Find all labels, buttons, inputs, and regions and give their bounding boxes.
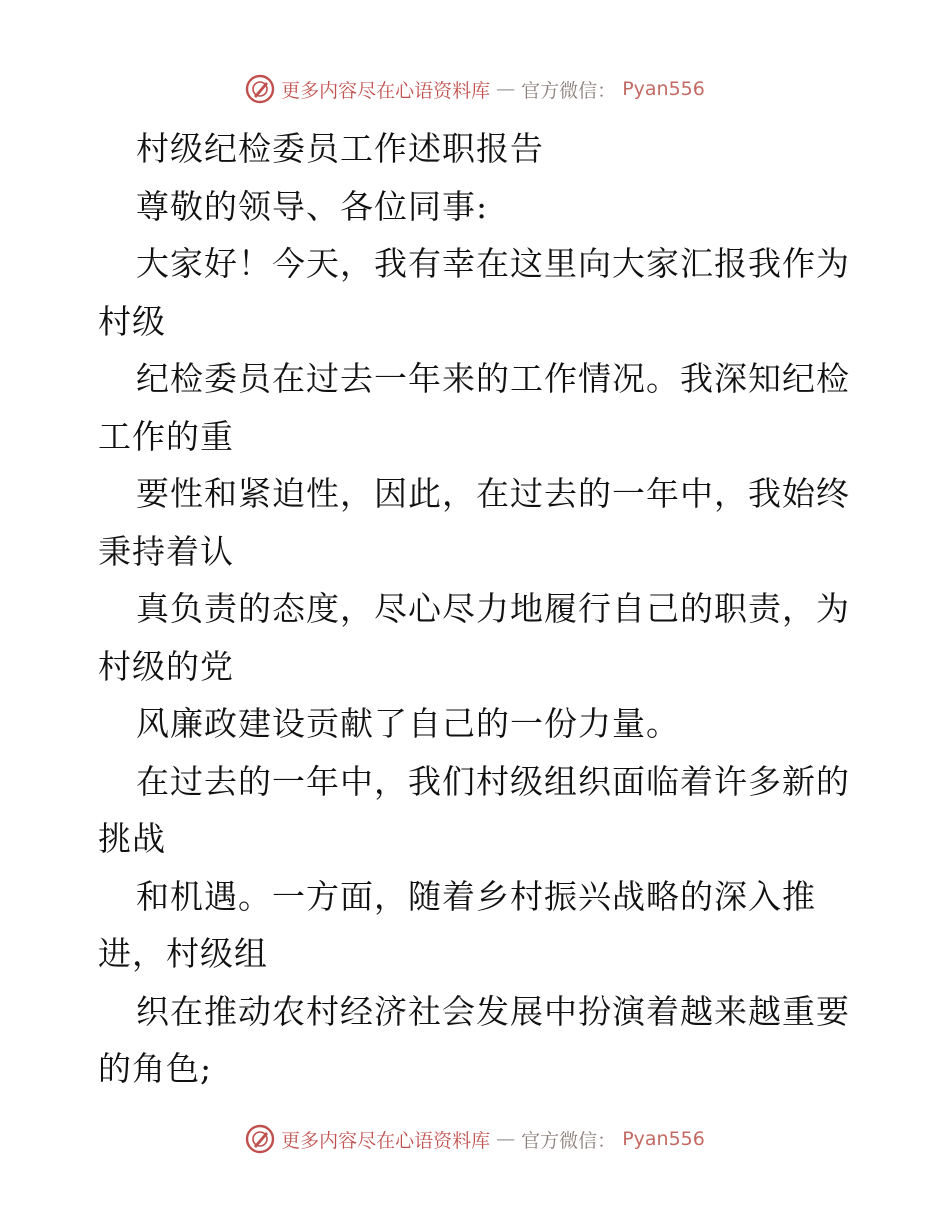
pen-logo-icon xyxy=(245,1124,275,1154)
text-line: 工作的重 xyxy=(98,416,234,456)
footer-watermark xyxy=(0,1124,950,1154)
text-line: 大家好！今天，我有幸在这里向大家汇报我作为 xyxy=(136,244,850,283)
text-line: 和机遇。一方面，随着乡村振兴战略的深入推 xyxy=(136,876,816,916)
watermark-brand: 更多内容尽在心语资料库 xyxy=(281,79,491,102)
watermark-wechat-label: 官方微信： xyxy=(521,1129,617,1152)
watermark-wechat-id: Pyan556 xyxy=(622,78,705,100)
text-line: 真负责的态度，尽心尽力地履行自己的职责，为 xyxy=(136,589,850,628)
header-watermark xyxy=(0,74,950,104)
document-title: 村级纪检委员工作述职报告 xyxy=(136,129,544,168)
pen-logo-icon xyxy=(245,74,275,104)
text-line: 的角色; xyxy=(98,1049,213,1088)
text-line: 织在推动农村经济社会发展中扮演着越来越重要 xyxy=(136,991,850,1031)
document-body xyxy=(98,120,868,1098)
text-line: 进，村级组 xyxy=(98,934,268,973)
text-line: 风廉政建设贡献了自己的一份力量。 xyxy=(136,704,680,743)
text-line: 纪检委员在过去一年来的工作情况。我深知纪检 xyxy=(136,359,850,398)
text-line: 挑战 xyxy=(98,819,166,858)
watermark-dash: — xyxy=(496,1128,516,1150)
watermark-wechat-id: Pyan556 xyxy=(622,1128,705,1150)
text-line: 村级 xyxy=(98,301,166,341)
text-line: 村级的党 xyxy=(98,646,234,686)
text-line: 在过去的一年中，我们村级组织面临着许多新的 xyxy=(136,761,850,801)
watermark-wechat-label: 官方微信： xyxy=(521,79,617,102)
watermark-dash: — xyxy=(496,78,516,100)
watermark-brand: 更多内容尽在心语资料库 xyxy=(281,1129,491,1152)
salutation: 尊敬的领导、各位同事: xyxy=(136,186,489,226)
text-line: 要性和紧迫性，因此，在过去的一年中，我始终 xyxy=(136,474,850,513)
text-line: 秉持着认 xyxy=(98,531,234,571)
